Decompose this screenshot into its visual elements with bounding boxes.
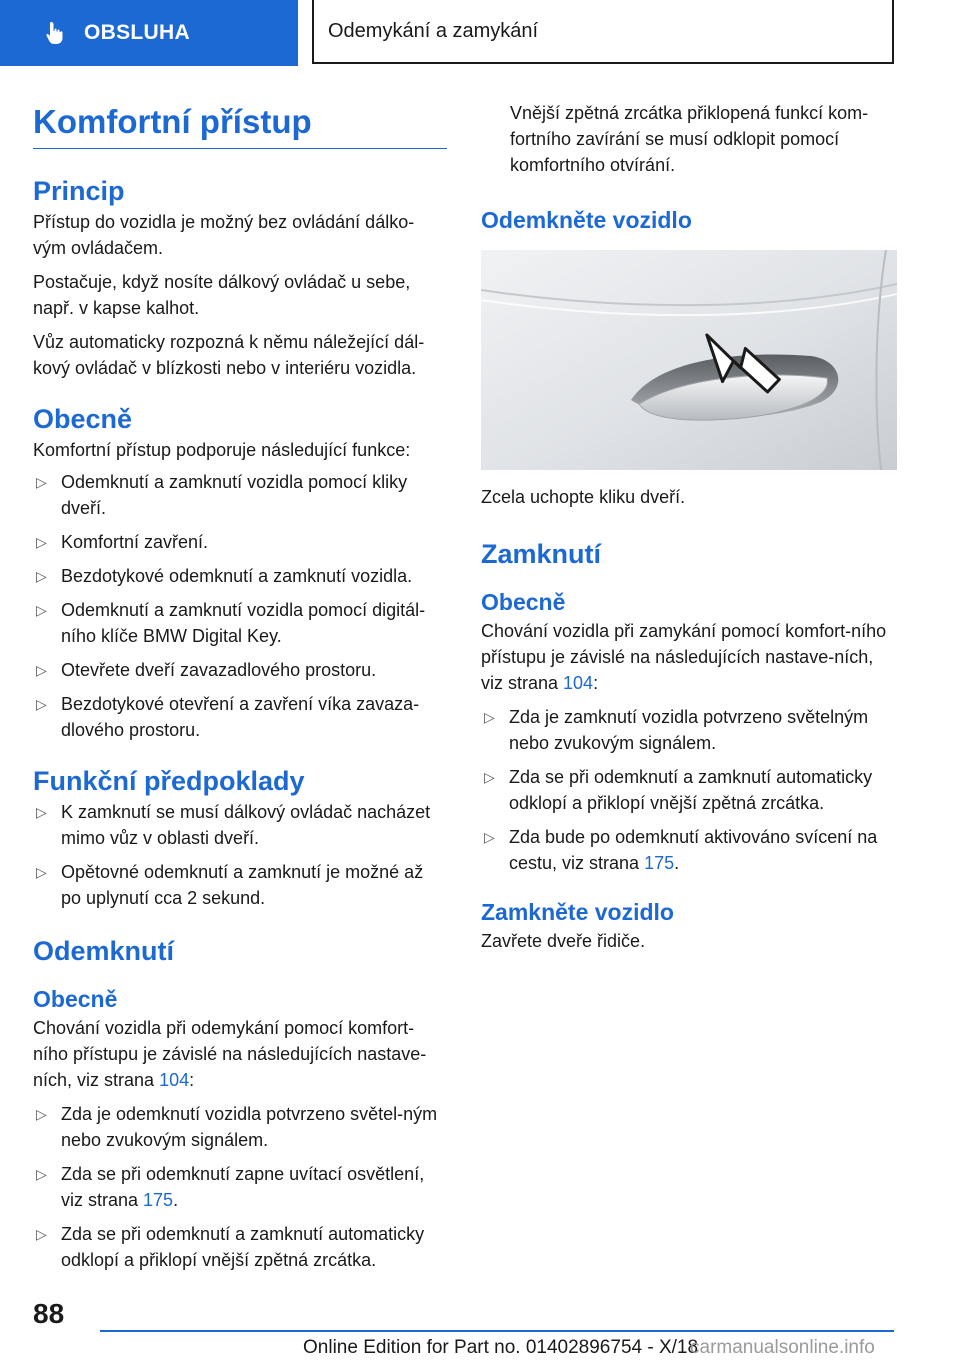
footer-rule [100, 1330, 894, 1332]
triangle-right-icon: ▷ [484, 709, 495, 725]
obecne-intro: Komfortní přístup podporuje následující funkce: [33, 440, 411, 460]
right-column [481, 100, 897, 954]
zamknete-text: Zavřete dveře řidiče. [481, 931, 646, 951]
page-title: Komfortní přístup [33, 100, 447, 149]
triangle-right-icon: ▷ [36, 568, 47, 584]
image-caption: Zcela uchopte kliku dveří. [481, 487, 686, 507]
triangle-right-icon: ▷ [36, 474, 47, 490]
list-item: ▷ Komfortní zavření. [33, 529, 447, 555]
heading-princip: Princip [33, 176, 125, 206]
list-item: ▷ Bezdotykové otevření a zavření víka zavaza‐dlového prostoru. [33, 691, 447, 743]
subheading-obecne: Obecně [33, 986, 118, 1012]
section-tab[interactable] [0, 0, 298, 66]
zamknuti-para: Chování vozidla při zamykání pomocí komfort‐ního přístupu je závislé na následujících nastave‐ních, viz strana 104: [481, 621, 887, 693]
list-item: ▷ Zda se při odemknutí a zamknutí automaticky odklopí a přiklopí vnější zpětná zrcátka. [481, 764, 897, 816]
page-link-175[interactable]: 175 [143, 1190, 174, 1210]
page-header [0, 0, 960, 66]
triangle-right-icon: ▷ [36, 662, 47, 678]
heading-obecne: Obecně [33, 404, 133, 434]
unlock-settings-list [33, 1101, 447, 1273]
heading-odemknete: Odemkněte vozidlo [481, 207, 692, 233]
princip-p3: Vůz automaticky rozpozná k němu náležející dál‐kový ovládač v blízkosti nebo v interiéru vozidla. [33, 332, 425, 378]
chapter-title: Odemykání a zamykání [312, 0, 894, 64]
list-item: ▷ Opětovné odemknutí a zamknutí je možné až po uplynutí cca 2 sekund. [33, 859, 447, 911]
page-link-104[interactable]: 104 [159, 1070, 190, 1090]
list-item: ▷ Otevřete dveří zavazadlového prostoru. [33, 657, 447, 683]
heading-predpoklady: Funkční předpoklady [33, 766, 305, 796]
page-number: 88 [33, 1298, 65, 1329]
list-item: ▷ Bezdotykové odemknutí a zamknutí vozidla. [33, 563, 447, 589]
list-item: ▷ Zda je odemknutí vozidla potvrzeno světel‐ným nebo zvukovým signálem. [33, 1101, 447, 1153]
page-link-175-lock[interactable]: 175 [644, 853, 675, 873]
list-item: ▷ Odemknutí a zamknutí vozidla pomocí kliky dveří. [33, 469, 447, 521]
list-item: ▷ Zda se při odemknutí a zamknutí automaticky odklopí a přiklopí vnější zpětná zrcátka. [33, 1221, 447, 1273]
section-label: OBSLUHA [84, 21, 190, 44]
triangle-right-icon: ▷ [36, 534, 47, 550]
page-link-104-lock[interactable]: 104 [563, 673, 594, 693]
triangle-right-icon: ▷ [36, 864, 47, 880]
triangle-right-icon: ▷ [484, 829, 495, 845]
princip-p2: Postačuje, když nosíte dálkový ovládač u sebe, např. v kapse kalhot. [33, 272, 411, 318]
list-item: ▷ Zda se při odemknutí zapne uvítací osvětlení, viz strana 175. [33, 1161, 447, 1213]
watermark: carmanualsonline.info [690, 1337, 875, 1358]
lock-settings-list [481, 704, 897, 876]
list-item: ▷ Odemknutí a zamknutí vozidla pomocí digitál‐ního klíče BMW Digital Key. [33, 597, 447, 649]
left-column [33, 100, 447, 1273]
list-item: ▷ Zda je zamknutí vozidla potvrzeno světelným nebo zvukovým signálem. [481, 704, 897, 756]
function-list [33, 469, 447, 743]
triangle-right-icon: ▷ [36, 1166, 47, 1182]
triangle-right-icon: ▷ [36, 602, 47, 618]
princip-p1: Přístup do vozidla je možný bez ovládání dálko‐vým ovládačem. [33, 212, 415, 258]
heading-zamknete: Zamkněte vozidlo [481, 899, 674, 925]
hand-pointer-icon [42, 20, 68, 46]
heading-zamknuti: Zamknutí [481, 539, 602, 569]
triangle-right-icon: ▷ [36, 1226, 47, 1242]
edition-text: Online Edition for Part no. 01402896754 - X/18 [303, 1337, 699, 1358]
heading-odemknuti: Odemknutí [33, 936, 175, 966]
triangle-right-icon: ▷ [36, 696, 47, 712]
odemknuti-para: Chování vozidla při odemykání pomocí komfort‐ního přístupu je závislé na následujících nastave‐ních, viz strana 104: [33, 1018, 427, 1090]
triangle-right-icon: ▷ [484, 769, 495, 785]
list-item: ▷ K zamknutí se musí dálkový ovládač nacházet mimo vůz v oblasti dveří. [33, 799, 447, 851]
list-item: ▷ Zda bude po odemknutí aktivováno svícení na cestu, viz strana 175. [481, 824, 897, 876]
requirements-list [33, 799, 447, 911]
triangle-right-icon: ▷ [36, 1106, 47, 1122]
subheading-obecne-lock: Obecně [481, 589, 566, 615]
triangle-right-icon: ▷ [36, 804, 47, 820]
door-handle-photo [481, 250, 897, 470]
mirror-note: Vnější zpětná zrcátka přiklopená funkcí kom‐fortního zavírání se musí odklopit pomocí komfortního otvírání. [510, 103, 869, 175]
